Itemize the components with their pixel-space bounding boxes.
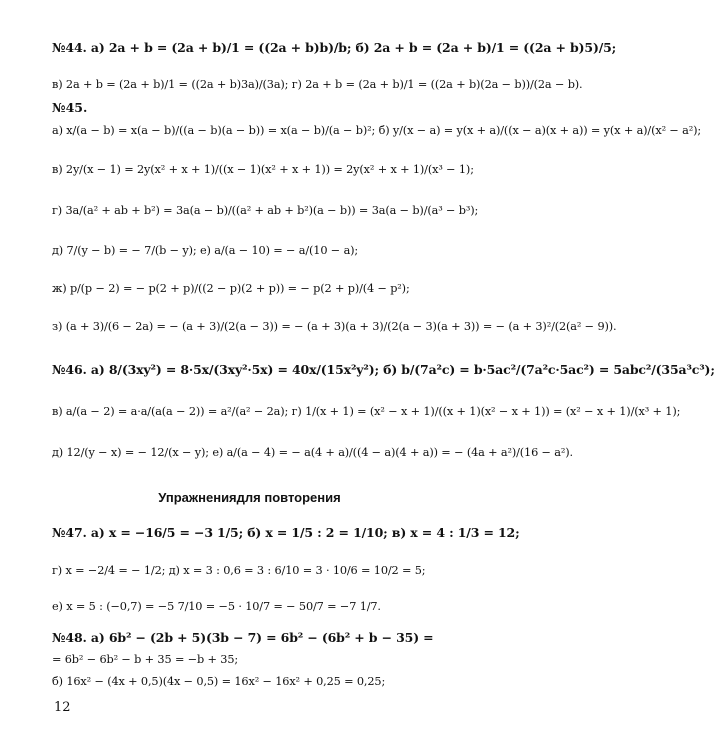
solution-line-p45-g: г) 3a/(a² + ab + b²) = 3a(a − b)/((a² + ab + b²)(a − b)) = 3a(a − b)/(a³ − b³); xyxy=(52,204,479,217)
solution-line-p44-vg: в) 2a + b = (2a + b)/1 = ((2a + b)3a)/(3a); г) 2a + b = (2a + b)/1 = ((2a + b)(2a − b))/(2a − b). xyxy=(52,78,583,91)
solution-line-p48-a1: №48. а) 6b² − (2b + 5)(3b − 7) = 6b² − (6b² + b − 35) = xyxy=(52,630,434,645)
solution-line-p45-v: в) 2y/(x − 1) = 2y(x² + x + 1)/((x − 1)(x² + x + 1)) = 2y(x² + x + 1)/(x³ − 1); xyxy=(52,163,474,176)
solution-line-p45-de: д) 7/(y − b) = − 7/(b − y); е) a/(a − 10) = − a/(10 − a); xyxy=(52,244,359,257)
solution-line-p48-a2: = 6b² − 6b² − b + 35 = −b + 35; xyxy=(52,653,239,666)
section-heading: Упражнениядля повторения xyxy=(158,490,341,505)
page-number: 12 xyxy=(54,700,71,715)
solution-line-p46-ab: №46. а) 8/(3xy²) = 8·5x/(3xy²·5x) = 40x/(15x²y²); б) b/(7a²c) = b·5ac²/(7a²c·5ac²) = 5abc²/(35a³c³); xyxy=(52,362,715,377)
solution-line-p44-ab: №44. а) 2a + b = (2a + b)/1 = ((2a + b)b)/b; б) 2a + b = (2a + b)/1 = ((2a + b)5)/5; xyxy=(52,40,617,55)
solution-line-p47-gd: г) x = −2/4 = − 1/2; д) x = 3 : 0,6 = 3 : 6/10 = 3 · 10/6 = 10/2 = 5; xyxy=(52,564,426,577)
solution-line-p45-z: з) (a + 3)/(6 − 2a) = − (a + 3)/(2(a − 3)) = − (a + 3)(a + 3)/(2(a − 3)(a + 3)) = − (a + 3)²/(2(a² − 9)). xyxy=(52,320,617,333)
solution-line-p46-de: д) 12/(y − x) = − 12/(x − y); е) a/(a − 4) = − a(4 + a)/((4 − a)(4 + a)) = − (4a + a²)/(16 − a²). xyxy=(52,446,573,459)
solution-line-p47-abv: №47. а) x = −16/5 = −3 1/5; б) x = 1/5 : 2 = 1/10; в) x = 4 : 1/3 = 12; xyxy=(52,525,520,540)
solution-line-p46-vg: в) a/(a − 2) = a·a/(a(a − 2)) = a²/(a² − 2a); г) 1/(x + 1) = (x² − x + 1)/((x + 1)(x² − x + 1)) = (x² − x + 1)/(x³ + 1); xyxy=(52,405,681,418)
solution-line-p48-b: б) 16x² − (4x + 0,5)(4x − 0,5) = 16x² − 16x² + 0,25 = 0,25; xyxy=(52,675,386,688)
solution-line-p45-ab: а) x/(a − b) = x(a − b)/((a − b)(a − b)) = x(a − b)/(a − b)²; б) y/(x − a) = y(x + a)/((x − a)(x + a)) = y(x + a)/(x² − a²); xyxy=(52,124,702,137)
solution-line-p47-e: е) x = 5 : (−0,7) = −5 7/10 = −5 · 10/7 = − 50/7 = −7 1/7. xyxy=(52,600,381,613)
solution-line-p45-zh: ж) p/(p − 2) = − p(2 + p)/((2 − p)(2 + p)) = − p(2 + p)/(4 − p²); xyxy=(52,282,410,295)
section-number-no45: №45. xyxy=(52,100,88,115)
